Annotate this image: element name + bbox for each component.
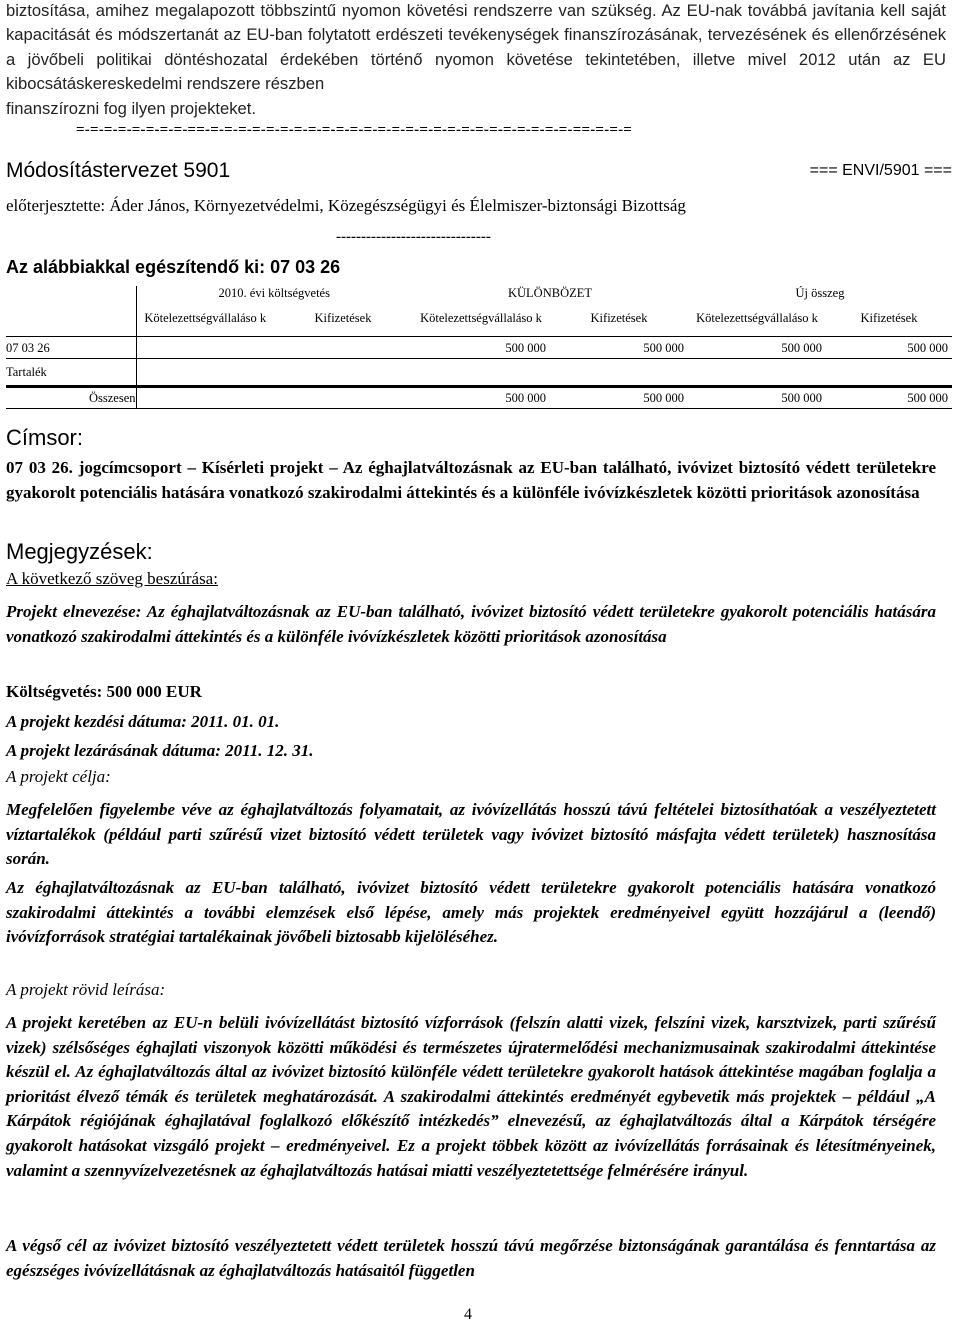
table-cell: 500 000 bbox=[688, 387, 826, 409]
page-number: 4 bbox=[464, 1306, 472, 1323]
table-sub-header-row bbox=[6, 300, 952, 337]
table-row-total bbox=[6, 387, 952, 409]
row-label: 07 03 26 bbox=[6, 337, 136, 359]
table-cell bbox=[412, 359, 550, 387]
table-cell bbox=[136, 337, 274, 359]
table-cell: 500 000 bbox=[550, 337, 688, 359]
sub-header: Kötelezettségvállaláso k bbox=[696, 311, 818, 325]
table-row bbox=[6, 359, 952, 387]
description-paragraph: A projekt keretében az EU-n belüli ivóvízellátást biztosító vízforrások (felszín alatti vizek, felszíni vizek, karsztvizek, parti szűrésű vizek) szélsőséges éghajlati viszonyok közötti működési és természetes újratermelődési mechanizmusainak szakirodalmi áttekintése készül el. Az éghajlatváltozás által az ivóvizet biztosító különféle védett területekre gyakorolt hatások áttekintése magában foglalja a prioritást élvező témák és területek meghatározását. A szakirodalmi áttekintés eredményét egybevetik más projektek – például „A Kárpátok régiójának éghajlatával foglalkozó előkészítő intézkedés” elnevezésű, az éghajlatváltozás által a Kárpátok térségére gyakorolt hatásokat vizsgáló projekt – eredményeivel. Ez a projekt többek között az ivóvízellátás forrásainak és létesítményeinek, valamint a szennyvízelvezetésnek az éghajlatváltozás hatásai miatti veszélyeztetettsége felmérésére irányul. bbox=[6, 1013, 936, 1180]
group-header: 2010. évi költségvetés bbox=[136, 286, 412, 300]
sub-header: Kötelezettségvállaláso k bbox=[420, 311, 542, 325]
sub-header: Kifizetések bbox=[314, 311, 372, 325]
amendment-title: Módosítástervezet 5901 bbox=[6, 159, 231, 182]
table-cell: 500 000 bbox=[826, 387, 952, 409]
intro-text: biztosítása, amihez megalapozott többszintű nyomon követési rendszerre van szükség. Az EU-nak továbbá javítania kell saját kapacitását és módszertanát az EU-ban folytatott erdészeti tevékenységek finanszírozásának, tervezésének és ellenőrzésének a jövőbeli politikai döntéshozatal érdekében történő nyomon követése tekintetében, illetve mivel 2012 után az EU kibocsátáskereskedelmi rendszere részben bbox=[6, 1, 946, 94]
table-cell bbox=[136, 387, 274, 409]
table-group-header-row bbox=[6, 286, 952, 300]
table-cell: 500 000 bbox=[688, 337, 826, 359]
cimsor-code: 07 03 26. bbox=[6, 458, 73, 477]
separator-line: =-=-=-=-=-=-=-=-==-=-=-=-=-=-=-=-=-=-=-=-=-=-=-=-=-=-=-=-=-=-=-=-=-=-=-==-=-=-= bbox=[76, 122, 633, 138]
table-cell bbox=[826, 359, 952, 387]
supplement-heading: Az alábbiakkal egészítendő ki: 07 03 26 bbox=[6, 257, 341, 277]
cimsor-text-rest: jogcímcsoport – Kísérleti projekt – Az éghajlatváltozásnak az EU-ban található, ivóvizet biztosító védett területekre gyakorolt potenciális hatására vonatkozó szakirodalmi áttekintés és a különféle ivóvízkészletek közötti prioritások azonosítása bbox=[6, 458, 937, 502]
budget-table bbox=[6, 286, 952, 409]
row-label: Összesen bbox=[6, 387, 136, 409]
goal-label: A projekt célja: bbox=[6, 767, 111, 786]
submitter-line: előterjesztette: Áder János, Környezetvédelmi, Közegészségügyi és Élelmiszer-biztonsági Bizottság bbox=[6, 196, 686, 215]
table-cell: 500 000 bbox=[550, 387, 688, 409]
sub-header: Kifizetések bbox=[860, 311, 918, 325]
table-cell bbox=[274, 337, 412, 359]
table-cell bbox=[550, 359, 688, 387]
sub-header: Kötelezettségvállaláso k bbox=[136, 300, 274, 337]
table-cell: 500 000 bbox=[412, 387, 550, 409]
description-label: A projekt rövid leírása: bbox=[6, 980, 166, 999]
cimsor-heading: Címsor: bbox=[6, 425, 83, 450]
dash-separator: ------------------------------- bbox=[336, 229, 491, 245]
description-paragraph: A végső cél az ivóvizet biztosító veszélyeztetett védett területek hosszú távú megőrzése biztonságának garantálása és fenntartása az egészséges ivóvízellátásnak az éghajlatváltozás hatásaitól független bbox=[6, 1236, 936, 1280]
project-budget: Költségvetés: 500 000 EUR bbox=[6, 682, 202, 701]
table-cell: 500 000 bbox=[412, 337, 550, 359]
amendment-reference: === ENVI/5901 === bbox=[809, 162, 952, 179]
sub-header: Kifizetések bbox=[590, 311, 648, 325]
table-cell: 500 000 bbox=[826, 337, 952, 359]
table-cell bbox=[274, 387, 412, 409]
project-name: Projekt elnevezése: Az éghajlatváltozásnak az EU-ban található, ivóvizet biztosító védett területekre gyakorolt potenciális hatására vonatkozó szakirodalmi áttekintés és a különféle ivóvízkészletek közötti prioritások azonosítása bbox=[6, 602, 936, 646]
goal-paragraph: Megfelelően figyelembe véve az éghajlatváltozás folyamatait, az ivóvízellátás hosszú távú feltételei biztosíthatóak a veszélyeztetett víztartalékok (például parti szűrésű vizet biztosító védett területek vagy ivóvizet biztosító másfajta védett területek) hasznosítása során. bbox=[6, 800, 936, 869]
intro-text-last: finanszírozni fog ilyen projekteket. bbox=[6, 98, 256, 118]
insert-label: A következő szöveg beszúrása: bbox=[6, 569, 218, 588]
group-header: KÜLÖNBÖZET bbox=[507, 286, 592, 300]
notes-heading: Megjegyzések: bbox=[6, 539, 153, 564]
goal-paragraph: Az éghajlatváltozásnak az EU-ban található, ivóvizet biztosító védett területekre gyakorolt potenciális hatására vonatkozó szakirodalmi áttekintés a további elemzések első lépése, amely más projektek eredményeivel együtt hozzájárul a (leendő) ivóvízforrások stratégiai tartalékainak jövőbeli biztosabb kijelöléséhez. bbox=[6, 878, 936, 947]
cimsor-text bbox=[6, 456, 936, 505]
row-label: Tartalék bbox=[6, 365, 47, 379]
table-row bbox=[6, 337, 952, 359]
project-end: A projekt lezárásának dátuma: 2011. 12. 31. bbox=[6, 741, 314, 760]
group-header: Új összeg bbox=[795, 286, 845, 300]
table-cell bbox=[688, 359, 826, 387]
table-cell bbox=[136, 359, 274, 387]
intro-paragraph bbox=[6, 0, 946, 121]
project-start: A projekt kezdési dátuma: 2011. 01. 01. bbox=[6, 712, 280, 731]
table-cell bbox=[274, 359, 412, 387]
